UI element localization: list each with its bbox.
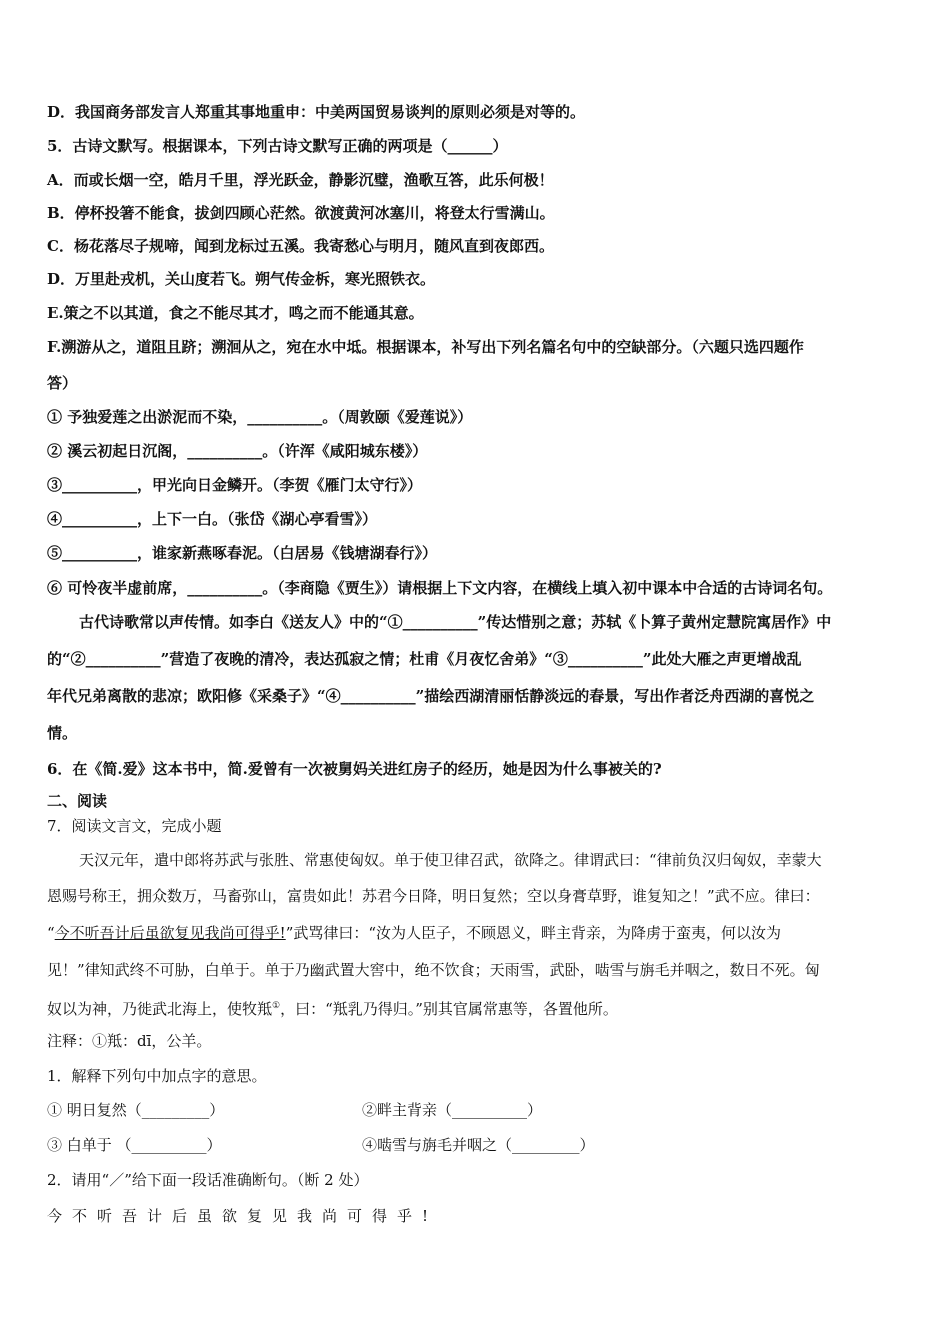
classical-text-line4: 见！”律知武终不可胁，白单于。单于乃幽武置大窖中，绝不饮食；天雨雪，武卧，啮雪与旃毛并咽之，数日不死。匈: [47, 961, 820, 979]
subquestion-1d: ④啮雪与旃毛并咽之（_________）: [362, 1136, 595, 1154]
classical-text-line3-rest: ”武骂律曰：“汝为人臣子，不顾恩义，畔主背亲，为降虏于蛮夷，何以汝为: [285, 924, 782, 942]
subquestion-1b: ②畔主背亲（__________）: [362, 1101, 543, 1119]
option-5c: C．杨花落尽子规啼，闻到龙标过五溪。我寄愁心与明月，随风直到夜郎西。: [47, 237, 554, 255]
classical-text-line2: 恩赐号称王，拥众数万，马畜弥山，富贵如此！苏君今日降，明日复然；空以身膏草野，谁复知之！”武不应。律曰：: [47, 887, 820, 905]
subquestion-2: 2．请用“／”给下面一段话准确断句。（断 2 处）: [47, 1171, 369, 1189]
poetry-paragraph-line1: 古代诗歌常以声传情。如李白《送友人》中的“①__________”传达惜别之意；苏轼《卜算子黄州定慧院寓居作》中: [79, 613, 832, 631]
question-7: 7．阅读文言文，完成小题: [47, 817, 222, 835]
underlined-sentence: 今不听吾计后虽欲复见我尚可得乎!: [54, 924, 286, 942]
subquestion-1c: ③ 白单于 （__________）: [47, 1136, 222, 1154]
fill-blank-1: ① 予独爱莲之出淤泥而不染，__________。（周敦颐《爱莲说》）: [47, 408, 473, 426]
subquestion-1-row1: [47, 1099, 910, 1121]
classical-text-line5-a: 奴以为神，乃徙武北海上，使牧羝: [47, 1000, 273, 1018]
section-heading-reading: 二、阅读: [47, 792, 108, 810]
fill-blank-5: ⑤__________，谁家新燕啄春泥。（白居易《钱塘湖春行》）: [47, 544, 438, 562]
poetry-paragraph-line2: 的“②__________”营造了夜晚的清冷，表达孤寂之情；杜甫《月夜忆舍弟》“③__________”此处大雁之声更增战乱: [47, 650, 802, 668]
fill-blank-3: ③__________，甲光向日金鳞开。（李贺《雁门太守行》）: [47, 476, 423, 494]
option-d-line: D．我国商务部发言人郑重其事地重申：中美两国贸易谈判的原则必须是对等的。: [47, 103, 586, 121]
fill-blank-6: ⑥ 可怜夜半虚前席，__________。（李商隐《贾生》）请根据上下文内容，在横线上填入初中课本中合适的古诗词名句。: [47, 579, 833, 597]
question-6: 6．在《简.爱》这本书中，简.爱曾有一次被舅妈关进红房子的经历，她是因为什么事被关的?: [47, 760, 662, 778]
option-5f-line1: F.溯游从之，道阻且跻；溯洄从之，宛在水中坻。根据课本，补写出下列名篇名句中的空缺部分。（六题只选四题作: [47, 338, 804, 356]
option-5d: D．万里赴戎机，关山度若飞。朔气传金柝，寒光照铁衣。: [47, 270, 436, 288]
subquestion-1-row2: [47, 1134, 910, 1156]
poetry-paragraph-line4: 情。: [47, 724, 78, 742]
subquestion-2-text: 今不听吾计后虽欲复见我尚可得乎!: [47, 1207, 439, 1225]
question-5: 5．古诗文默写。根据课本，下列古诗文默写正确的两项是（______）: [47, 137, 508, 155]
subquestion-1: 1．解释下列句中加点字的意思。: [47, 1067, 267, 1085]
option-5a: A．而或长烟一空，皓月千里，浮光跃金，静影沉璧，渔歌互答，此乐何极！: [47, 171, 554, 189]
subquestion-1a: ① 明日复然（_________）: [47, 1101, 225, 1119]
fill-blank-2: ② 溪云初起日沉阁，__________。（许浑《咸阳城东楼》）: [47, 442, 428, 460]
footnote-marker: ①: [272, 1001, 281, 1011]
fill-blank-4: ④__________，上下一白。（张岱《湖心亭看雪》）: [47, 510, 378, 528]
quote-open: “: [47, 924, 55, 942]
classical-text-line5-b: ，曰：“羝乳乃得归。”别其官属常惠等，各置他所。: [280, 1000, 618, 1018]
option-5b: B．停杯投箸不能食，拔剑四顾心茫然。欲渡黄河冰塞川，将登太行雪满山。: [47, 204, 555, 222]
option-5f-line2: 答）: [47, 374, 78, 392]
classical-text-line5: [47, 995, 910, 1020]
classical-text-line1: 天汉元年，遣中郎将苏武与张胜、常惠使匈奴。单于使卫律召武，欲降之。律谓武曰：“律前负汉归匈奴，幸蒙大: [79, 851, 822, 869]
classical-text-line3: [47, 922, 910, 944]
annotation-note: 注释：①羝：dī，公羊。: [47, 1032, 212, 1050]
option-5e: E.策之不以其道，食之不能尽其才，鸣之而不能通其意。: [47, 304, 424, 322]
poetry-paragraph-line3: 年代兄弟离散的悲凉；欧阳修《采桑子》“④__________”描绘西湖清丽恬静淡远的春景，写出作者泛舟西湖的喜悦之: [47, 687, 815, 705]
